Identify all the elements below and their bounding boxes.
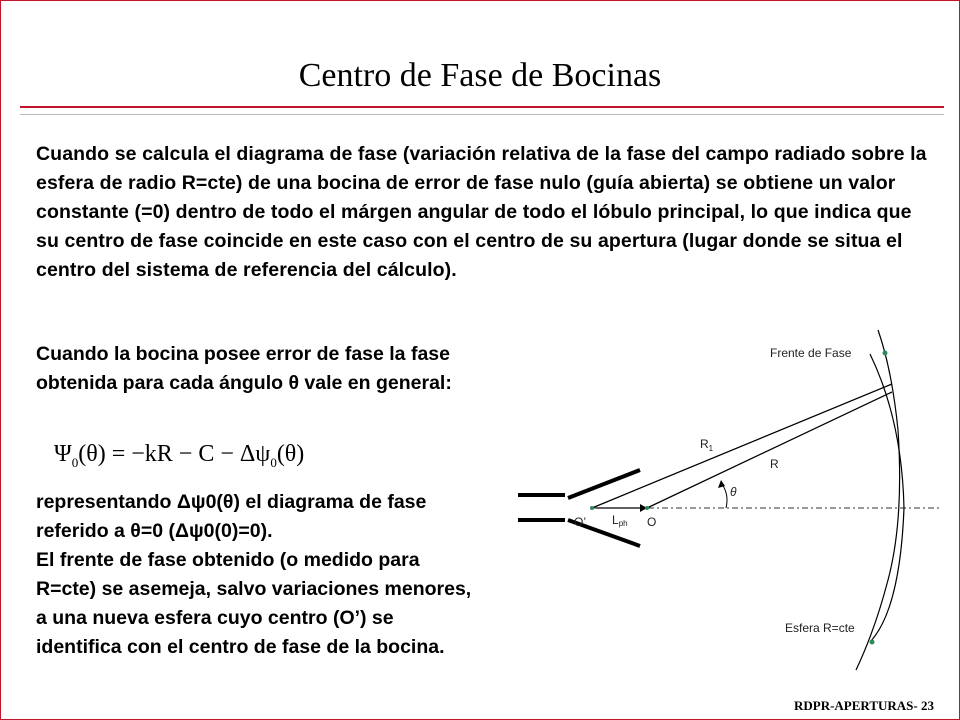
title-divider-shadow [20,114,944,115]
lph-label-sub: ph [618,519,628,528]
eq-psi: Ψ [54,441,72,467]
eq-dpsi-sub: 0 [270,454,277,470]
lead-paragraph: Cuando la bocina posee error de fase la fase obtenida para cada ángulo θ vale en general: [36,343,452,394]
page-title: Centro de Fase de Bocinas [298,56,662,94]
oprime-point [590,506,594,510]
representing-text: representando Δψ0(θ) el diagrama de fase referido a θ=0 (Δψ0(0)=0). [36,491,427,542]
theta-label: θ [730,485,737,499]
conclusion-text: El frente de fase obtenido (o medido para R=cte) se asemeja, salvo variaciones menores, a una nueva esfera cuyo centro (O’) se identifica con el centro de fase de la bocina. [36,549,472,658]
r-label: R [770,457,779,471]
r1-label-sub: 1 [708,444,714,453]
oprime-label: O’ [574,515,586,529]
title-divider [20,106,944,108]
eq-body: (θ) = −kR − C − Δψ [78,441,271,467]
phase-center-diagram [500,320,940,690]
esfera-point [870,640,875,645]
ray-r [647,392,892,508]
explanation-paragraph [36,488,476,662]
ray-r1 [592,384,892,508]
frente-label: Frente de Fase [770,346,852,360]
phase-front-curve [856,330,900,670]
o-point [645,506,649,510]
intro-paragraph: Cuando se calcula el diagrama de fase (variación relativa de la fase del campo radiado sobre la esfera de radio R=cte) de una bocina de error de fase nulo (guía abierta) se obtiene un valor constante (=0) dentro de todo el márgen angular de todo el lóbulo principal, lo que indica que su centro de fase coincide en este caso con el centro de su apertura (lugar donde se situa el centro del sistema de referencia del cálculo). [36,143,927,281]
phase-equation [54,436,354,472]
slide-footer: RDPR-APERTURAS- 23 [793,698,934,713]
r1-label-text: R [700,437,709,451]
frente-point [883,351,888,356]
o-label: O [647,515,657,529]
theta-arc [722,484,727,508]
eq-end: (θ) [276,441,305,467]
esfera-label: Esfera R=cte [785,621,855,635]
lph-label-text: L [612,513,619,527]
eq-psi-sub: 0 [71,454,79,470]
r1-label [700,437,714,453]
horn-upper-flare [568,470,640,498]
lph-label [612,513,628,528]
